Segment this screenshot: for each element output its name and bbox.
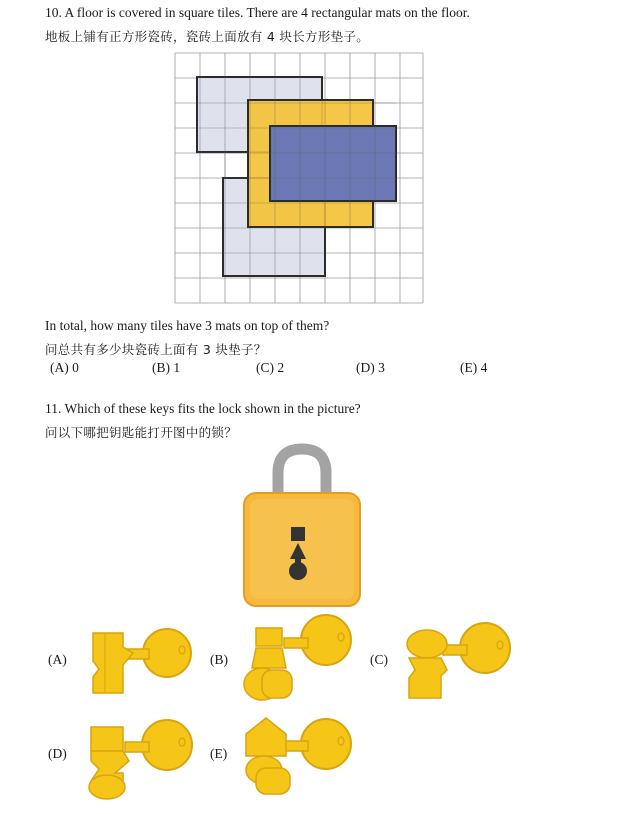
q10-text-en: 10. A floor is covered in square tiles. There are 4 rectangular mats on the floor. bbox=[45, 5, 470, 20]
q11-option-d-label[interactable]: (D) bbox=[48, 746, 67, 761]
q10-question-en: In total, how many tiles have 3 mats on top of them? bbox=[45, 318, 330, 333]
q10-option-b[interactable]: (B) 1 bbox=[152, 360, 181, 375]
key-e-bit-pentagon bbox=[246, 718, 286, 756]
q11-option-a-label[interactable]: (A) bbox=[48, 652, 67, 667]
q10-option-e[interactable]: (E) 4 bbox=[460, 360, 488, 375]
padlock-figure bbox=[240, 445, 365, 610]
key-a-bit bbox=[93, 633, 133, 693]
key-e-figure[interactable] bbox=[242, 712, 354, 802]
q11-option-c-label[interactable]: (C) bbox=[370, 652, 388, 667]
q11-text-zh: 问以下哪把钥匙能打开图中的锁？ bbox=[45, 425, 238, 440]
q11-option-b-label[interactable]: (B) bbox=[210, 652, 228, 667]
q10-text-zh: 地板上铺有正方形瓷砖，瓷砖上面放有 4 块长方形垫子。 bbox=[45, 29, 370, 44]
key-b-figure[interactable] bbox=[242, 612, 354, 707]
key-c-bit-round bbox=[407, 630, 447, 658]
q10-option-a[interactable]: (A) 0 bbox=[50, 360, 79, 375]
mat-blue bbox=[270, 126, 396, 201]
q10-option-c[interactable]: (C) 2 bbox=[256, 360, 285, 375]
key-a-figure[interactable] bbox=[85, 625, 195, 700]
q10-option-d[interactable]: (D) 3 bbox=[356, 360, 385, 375]
key-c-figure[interactable] bbox=[403, 618, 513, 703]
key-d-figure[interactable] bbox=[85, 715, 195, 800]
tile-floor-figure bbox=[170, 50, 430, 305]
q11-option-e-label[interactable]: (E) bbox=[210, 746, 228, 761]
q11-text-en: 11. Which of these keys fits the lock shown in the picture? bbox=[45, 401, 361, 416]
key-b-bit-square bbox=[256, 628, 282, 646]
q10-question-zh: 问总共有多少块瓷砖上面有 3 块垫子？ bbox=[45, 342, 267, 357]
keyhole-square bbox=[291, 527, 305, 541]
key-d-bit-square bbox=[91, 727, 123, 751]
padlock-shackle bbox=[278, 449, 326, 497]
